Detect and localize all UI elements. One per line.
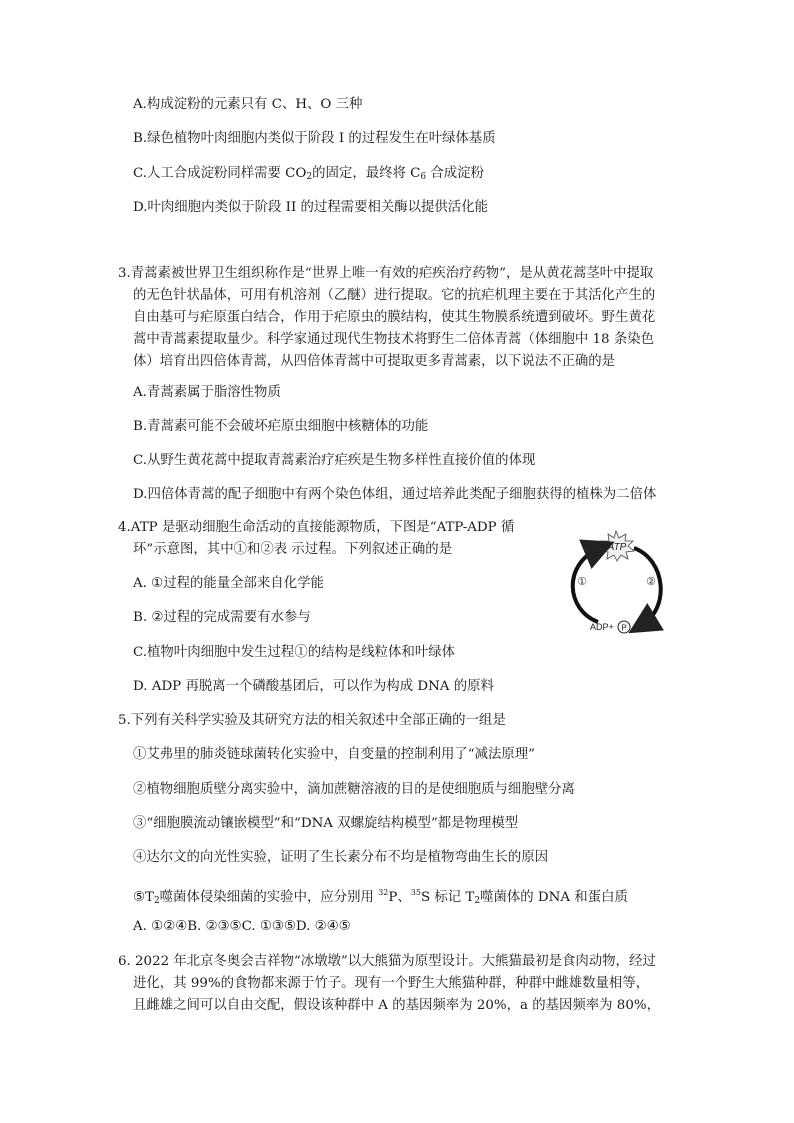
q4-option-c: C.植物叶肉细胞中发生过程①的结构是线粒体和叶绿体	[133, 645, 456, 660]
q3-option-c: C.从野生黄花蒿中提取青蒿素治疗疟疾是生物多样性直接价值的体现	[133, 453, 536, 468]
q5-statement-2: ②植物细胞质壁分离实验中，滴加蔗糖溶液的目的是使细胞质与细胞壁分离	[133, 782, 575, 797]
q5-statement-5: $⑤T_2$噬菌体侵染细菌的实验中，应分别用 $^{32}$P、$^{35}$S 标记 $T_2$噬菌体的 DNA 和蛋白质	[133, 888, 628, 906]
q4-option-d: D. ADP 再脱离一个磷酸基团后，可以作为构成 DNA 的原料	[133, 679, 494, 694]
q5-answer-options: A. ①②④B. ②③⑤C. ①③⑤D. ②④⑤	[133, 919, 351, 934]
q5-stem: 5.下列有关科学实验及其研究方法的相关叙述中全部正确的一组是	[118, 713, 506, 728]
q3-stem-line: 3.青蒿素被世界卫生组织称作是“世界上唯一有效的疟疾治疗药物”，是从黄花蒿茎叶中提取	[118, 266, 654, 281]
q3-stem-line: 体）培育出四倍体青蒿，从四倍体青蒿中可提取更多青蒿素，以下说法不正确的是	[133, 354, 616, 369]
q3-option-a: A.青蒿素属于脂溶性物质	[133, 385, 281, 400]
q6-stem-line: 6. 2022 年北京冬奥会吉祥物“冰墩墩”以大熊猫为原型设计。大熊猫最初是食肉动物，经过	[118, 954, 656, 969]
atp-adp-cycle-diagram	[556, 530, 676, 638]
q3-stem-line: 的无色针状晶体，可用有机溶剂（乙醚）进行提取。它的抗疟机理主要在于其活化产生的	[133, 288, 656, 303]
q3-option-d: D.四倍体青蒿的配子细胞中有两个染色体组，通过培养此类配子细胞获得的植株为二倍体	[133, 487, 657, 502]
q4-option-a: A. ①过程的能量全部来自化学能	[133, 576, 324, 591]
q5-statement-4: ④达尔文的向光性实验，证明了生长素分布不均是植物弯曲生长的原因	[133, 850, 549, 865]
q4-option-b: B. ②过程的完成需要有水参与	[133, 610, 311, 625]
process-2-label: ②	[646, 575, 656, 588]
q6-stem-line: 进化，其 99%的食物都来源于竹子。现有一个野生大熊猫种群，种群中雌雄数量相等，	[133, 976, 650, 991]
process-1-label: ①	[577, 575, 587, 588]
q3-stem-line: 自由基可与疟原蛋白结合，作用于疟原虫的膜结构，使其生物膜系统遭到破坏。野生黄花	[133, 310, 656, 325]
q2-option-d: D.叶肉细胞内类似于阶段 II 的过程需要相关酶以提供活化能	[133, 200, 488, 215]
q6-stem-line: 且雌雄之间可以自由交配，假设该种群中 A 的基因频率为 20%，a 的基因频率为 80%，	[133, 998, 660, 1013]
q2-option-b: B.绿色植物叶肉细胞内类似于阶段 I 的过程发生在叶绿体基质	[133, 131, 496, 146]
atp-label: ATP	[607, 542, 627, 553]
q2-option-a: A.构成淀粉的元素只有 C、H、O 三种	[133, 97, 363, 112]
adp-label: ADP+	[590, 622, 614, 632]
q5-statement-1: ①艾弗里的肺炎链球菌转化实验中，自变量的控制利用了“减法原理”	[133, 747, 536, 762]
q4-stem-line: 4.ATP 是驱动细胞生命活动的直接能源物质，下图是“ATP-ADP 循	[118, 520, 515, 535]
q2-option-c: C.人工合成淀粉同样需要 $CO_2$的固定，最终将 $C_6$ 合成淀粉	[133, 166, 484, 182]
q3-stem-line: 蒿中青蒿素提取量少。科学家通过现代生物技术将野生二倍体青蒿（体细胞中 18 条染色	[133, 332, 655, 347]
q5-statement-3: ③“细胞膜流动镶嵌模型”和“DNA 双螺旋结构模型”都是物理模型	[133, 816, 519, 831]
phosphate-label: P	[621, 623, 627, 633]
q3-option-b: B.青蒿素可能不会破坏疟原虫细胞中核糖体的功能	[133, 419, 429, 434]
q4-stem-line: 环”示意图，其中①和②表 示过程。下列叙述正确的是	[133, 542, 453, 557]
